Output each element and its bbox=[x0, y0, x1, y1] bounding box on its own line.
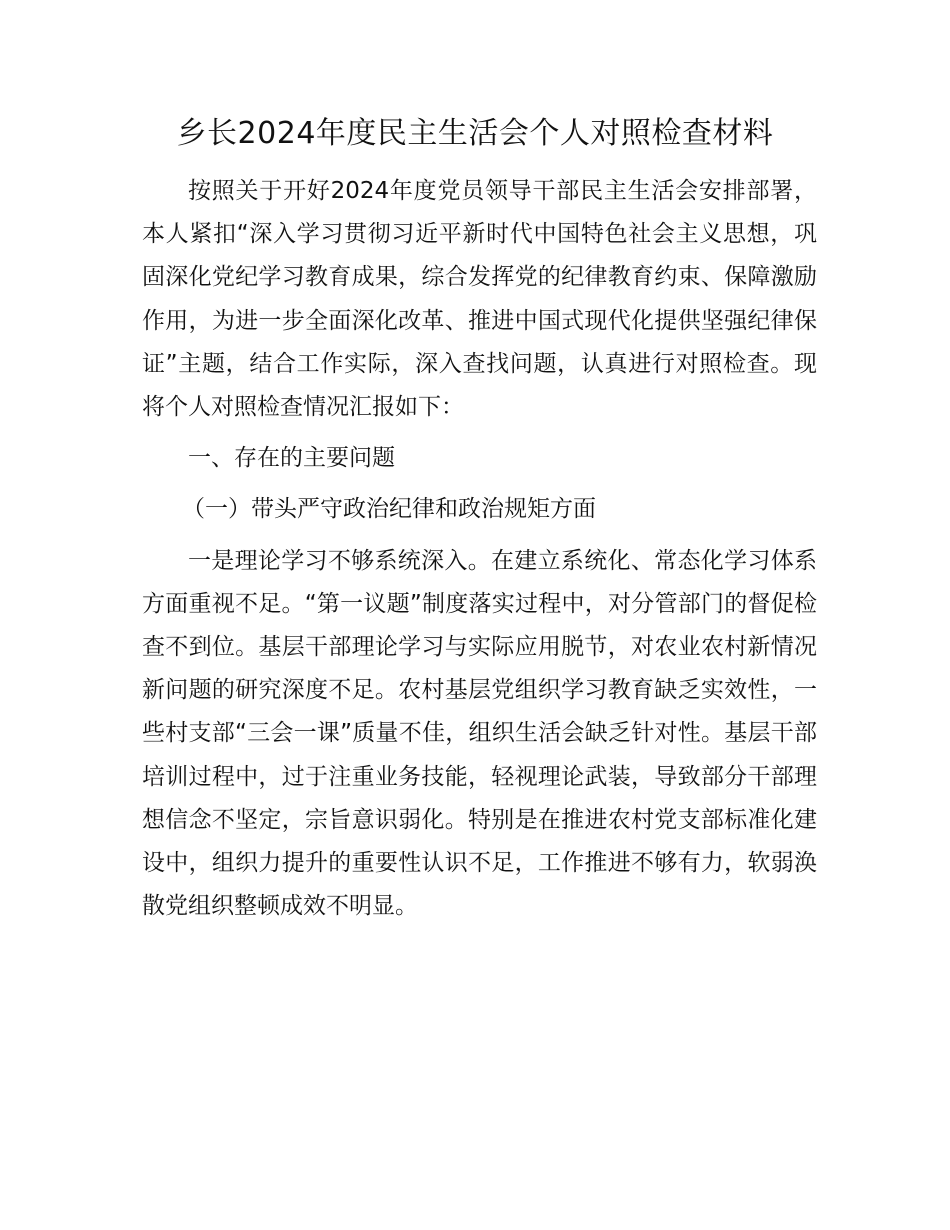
spacer bbox=[142, 532, 817, 540]
document-body bbox=[142, 170, 817, 928]
document-title: 乡长2024年度民主生活会个人对照检查材料 bbox=[176, 116, 774, 151]
spacer bbox=[142, 480, 817, 488]
subsection-paragraph: 一是理论学习不够系统深入。在建立系统化、常态化学习体系方面重视不足。“第一议题”制度落实过程中，对分管部门的督促检查不到位。基层干部理论学习与实际应用脱节，对农业农村新情况新问题的研究深度不足。农村基层党组织学习教育缺乏实效性，一些村支部“三会一课”质量不佳，组织生活会缺乏针对性。基层干部培训过程中，过于注重业务技能，轻视理论武装，导致部分干部理想信念不坚定，宗旨意识弱化。特别是在推进农村党支部标准化建设中，组织力提升的重要性认识不足，工作推进不够有力，软弱涣散党组织整顿成效不明显。 bbox=[142, 547, 817, 920]
intro-paragraph: 按照关于开好2024年度党员领导干部民主生活会安排部署，本人紧扣“深入学习贯彻习近平新时代中国特色社会主义思想，巩固深化党纪学习教育成果，综合发挥党的纪律教育约束、保障激励作用，为进一步全面深化改革、推进中国式现代化提供坚强纪律保证”主题，结合工作实际，深入查找问题，认真进行对照检查。现将个人对照检查情况汇报如下： bbox=[142, 178, 817, 421]
subsection-heading: （一）带头严守政治纪律和政治规矩方面 bbox=[182, 496, 596, 523]
section-heading: 一、存在的主要问题 bbox=[188, 445, 395, 472]
spacer bbox=[142, 429, 817, 437]
